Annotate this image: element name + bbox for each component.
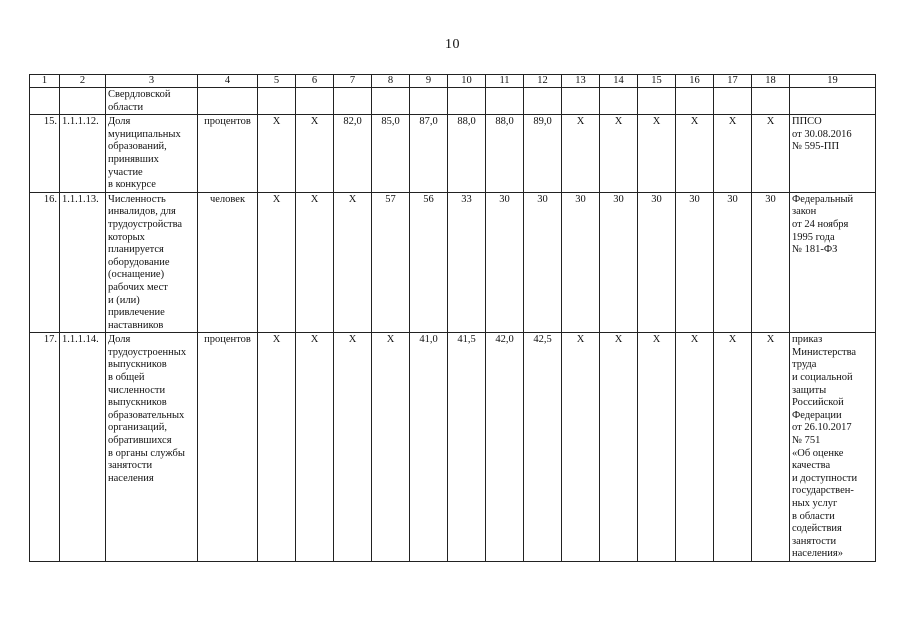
column-number-cell: 2 [60, 75, 106, 88]
cell-line: Доля [108, 334, 131, 346]
cell-line: муниципальных [108, 128, 181, 140]
code-cell: 1.1.1.13. [60, 192, 106, 333]
value-cell [714, 88, 752, 115]
value-cell: 42,0 [486, 333, 524, 562]
value-cell: 88,0 [486, 115, 524, 193]
column-number-cell: 3 [106, 75, 198, 88]
cell-line: оборудование [108, 256, 170, 268]
unit-cell: процентов [198, 333, 258, 562]
cell-line: от 26.10.2017 [792, 422, 852, 434]
code-cell: 1.1.1.12. [60, 115, 106, 193]
value-cell [562, 88, 600, 115]
value-cell: 30 [562, 192, 600, 333]
value-cell [790, 88, 876, 115]
cell-line: численности [108, 384, 166, 396]
value-cell: X [600, 333, 638, 562]
value-cell [524, 88, 562, 115]
column-number-cell: 1 [30, 75, 60, 88]
value-cell: 41,5 [448, 333, 486, 562]
value-cell: 87,0 [410, 115, 448, 193]
column-number-cell: 19 [790, 75, 876, 88]
value-cell: X [714, 333, 752, 562]
indicator-name-cell [106, 192, 198, 333]
table-row [30, 192, 876, 333]
indicators-table [29, 74, 876, 562]
value-cell: X [334, 192, 372, 333]
cell-line: от 24 ноября [792, 218, 849, 230]
cell-line: государствен- [792, 485, 854, 497]
cell-line: защиты [792, 384, 827, 396]
cell-line: организаций, [108, 422, 167, 434]
column-number-cell: 14 [600, 75, 638, 88]
column-number-cell: 5 [258, 75, 296, 88]
value-cell: X [296, 115, 334, 193]
value-cell: 30 [486, 192, 524, 333]
cell-line: Свердловской [108, 89, 171, 100]
indicator-name-cell [106, 88, 198, 115]
value-cell: 33 [448, 192, 486, 333]
value-cell: X [258, 333, 296, 562]
cell-line: принявших [108, 153, 159, 165]
cell-line: и социальной [792, 372, 853, 384]
value-cell: X [638, 333, 676, 562]
cell-line: рабочих мест [108, 281, 168, 293]
legal-basis-cell [790, 115, 876, 193]
cell-line: наставников [108, 319, 164, 331]
cell-line: области [108, 101, 144, 113]
unit-cell: человек [198, 192, 258, 333]
column-number-cell: 4 [198, 75, 258, 88]
column-number-cell: 13 [562, 75, 600, 88]
value-cell [372, 88, 410, 115]
cell-line: трудоустроенных [108, 346, 187, 358]
unit-cell: процентов [198, 115, 258, 193]
value-cell [638, 88, 676, 115]
cell-line: населения» [792, 548, 843, 560]
cell-line: привлечение [108, 307, 165, 319]
cell-line: № 595-ПП [792, 141, 840, 153]
value-cell: X [676, 115, 714, 193]
cell-line: Доля [108, 116, 131, 128]
value-cell: X [562, 333, 600, 562]
cell-line: ППСО [792, 116, 822, 128]
code-cell: 1.1.1.14. [60, 333, 106, 562]
value-cell: 42,5 [524, 333, 562, 562]
column-number-cell: 18 [752, 75, 790, 88]
page-number: 10 [445, 37, 460, 52]
value-cell: 30 [676, 192, 714, 333]
value-cell: X [752, 115, 790, 193]
cell-line: в конкурсе [108, 179, 156, 191]
value-cell: 82,0 [334, 115, 372, 193]
cell-line: участие [108, 166, 143, 178]
value-cell: 30 [638, 192, 676, 333]
value-cell [334, 88, 372, 115]
column-number-cell: 17 [714, 75, 752, 88]
value-cell [752, 88, 790, 115]
value-cell: 85,0 [372, 115, 410, 193]
cell-line: населения [108, 472, 154, 484]
cell-line: № 751 [792, 435, 821, 447]
indicator-name-cell [106, 115, 198, 193]
cell-line: качества [792, 460, 831, 472]
value-cell: 88,0 [448, 115, 486, 193]
legal-basis-cell [790, 192, 876, 333]
value-cell [258, 88, 296, 115]
value-cell [448, 88, 486, 115]
value-cell: 89,0 [524, 115, 562, 193]
cell-line: образований, [108, 141, 167, 153]
cell-line: ных услуг [792, 498, 838, 509]
value-cell: X [676, 333, 714, 562]
value-cell: X [600, 115, 638, 193]
cell-line: обратившихся [108, 435, 172, 447]
column-number-cell: 8 [372, 75, 410, 88]
cell-line: содействия [792, 523, 842, 535]
value-cell: 30 [714, 192, 752, 333]
column-number-cell: 10 [448, 75, 486, 88]
indicator-name-cell [106, 333, 198, 562]
cell-line: и доступности [792, 472, 858, 484]
value-cell: X [752, 333, 790, 562]
column-number-cell: 9 [410, 75, 448, 88]
cell-line: приказ [792, 334, 823, 346]
cell-line: планируется [108, 244, 164, 256]
code-cell [60, 88, 106, 115]
row-number-cell: 16. [30, 192, 60, 333]
value-cell [410, 88, 448, 115]
row-number-cell: 17. [30, 333, 60, 562]
cell-line: 1995 года [792, 231, 835, 243]
cell-line: в общей [108, 372, 145, 384]
value-cell [600, 88, 638, 115]
table-row [30, 333, 876, 562]
value-cell [198, 88, 258, 115]
value-cell [676, 88, 714, 115]
cell-line: выпускников [108, 397, 167, 409]
row-number-cell: 15. [30, 115, 60, 193]
cell-line: (оснащение) [108, 269, 165, 281]
column-number-cell: 15 [638, 75, 676, 88]
column-number-cell: 16 [676, 75, 714, 88]
column-number-cell: 7 [334, 75, 372, 88]
value-cell: X [334, 333, 372, 562]
cell-line: Численность [108, 193, 166, 205]
value-cell: 56 [410, 192, 448, 333]
cell-line: занятости [792, 535, 837, 547]
cell-line: трудоустройства [108, 218, 183, 230]
value-cell: 57 [372, 192, 410, 333]
value-cell: X [296, 192, 334, 333]
value-cell: 41,0 [410, 333, 448, 562]
cell-line: № 181-ФЗ [792, 244, 838, 256]
value-cell [296, 88, 334, 115]
value-cell: X [296, 333, 334, 562]
cell-line: от 30.08.2016 [792, 128, 852, 140]
cell-line: труда [792, 359, 817, 371]
cell-line: Федерации [792, 409, 842, 421]
cell-line: «Об оценке [792, 447, 844, 459]
value-cell: X [258, 115, 296, 193]
cell-line: в органы службы [108, 447, 185, 459]
cell-line: занятости [108, 460, 153, 472]
column-number-row [30, 75, 876, 88]
table-row [30, 115, 876, 193]
cell-line: образовательных [108, 409, 185, 421]
value-cell: X [714, 115, 752, 193]
value-cell: X [638, 115, 676, 193]
value-cell: 30 [524, 192, 562, 333]
legal-basis-cell [790, 333, 876, 562]
cell-line: которых [108, 231, 145, 243]
column-number-cell: 6 [296, 75, 334, 88]
value-cell [486, 88, 524, 115]
continuation-row [30, 88, 876, 115]
cell-line: выпускников [108, 359, 167, 371]
cell-line: инвалидов, для [108, 206, 176, 218]
row-number-cell [30, 88, 60, 115]
cell-line: Российской [792, 397, 844, 409]
cell-line: Федеральный [792, 193, 854, 205]
value-cell: X [258, 192, 296, 333]
cell-line: Министерства [792, 346, 857, 358]
cell-line: в области [792, 510, 835, 522]
value-cell: 30 [752, 192, 790, 333]
value-cell: X [562, 115, 600, 193]
cell-line: и (или) [108, 294, 140, 306]
column-number-cell: 11 [486, 75, 524, 88]
value-cell: X [372, 333, 410, 562]
cell-line: закон [792, 206, 817, 218]
column-number-cell: 12 [524, 75, 562, 88]
value-cell: 30 [600, 192, 638, 333]
